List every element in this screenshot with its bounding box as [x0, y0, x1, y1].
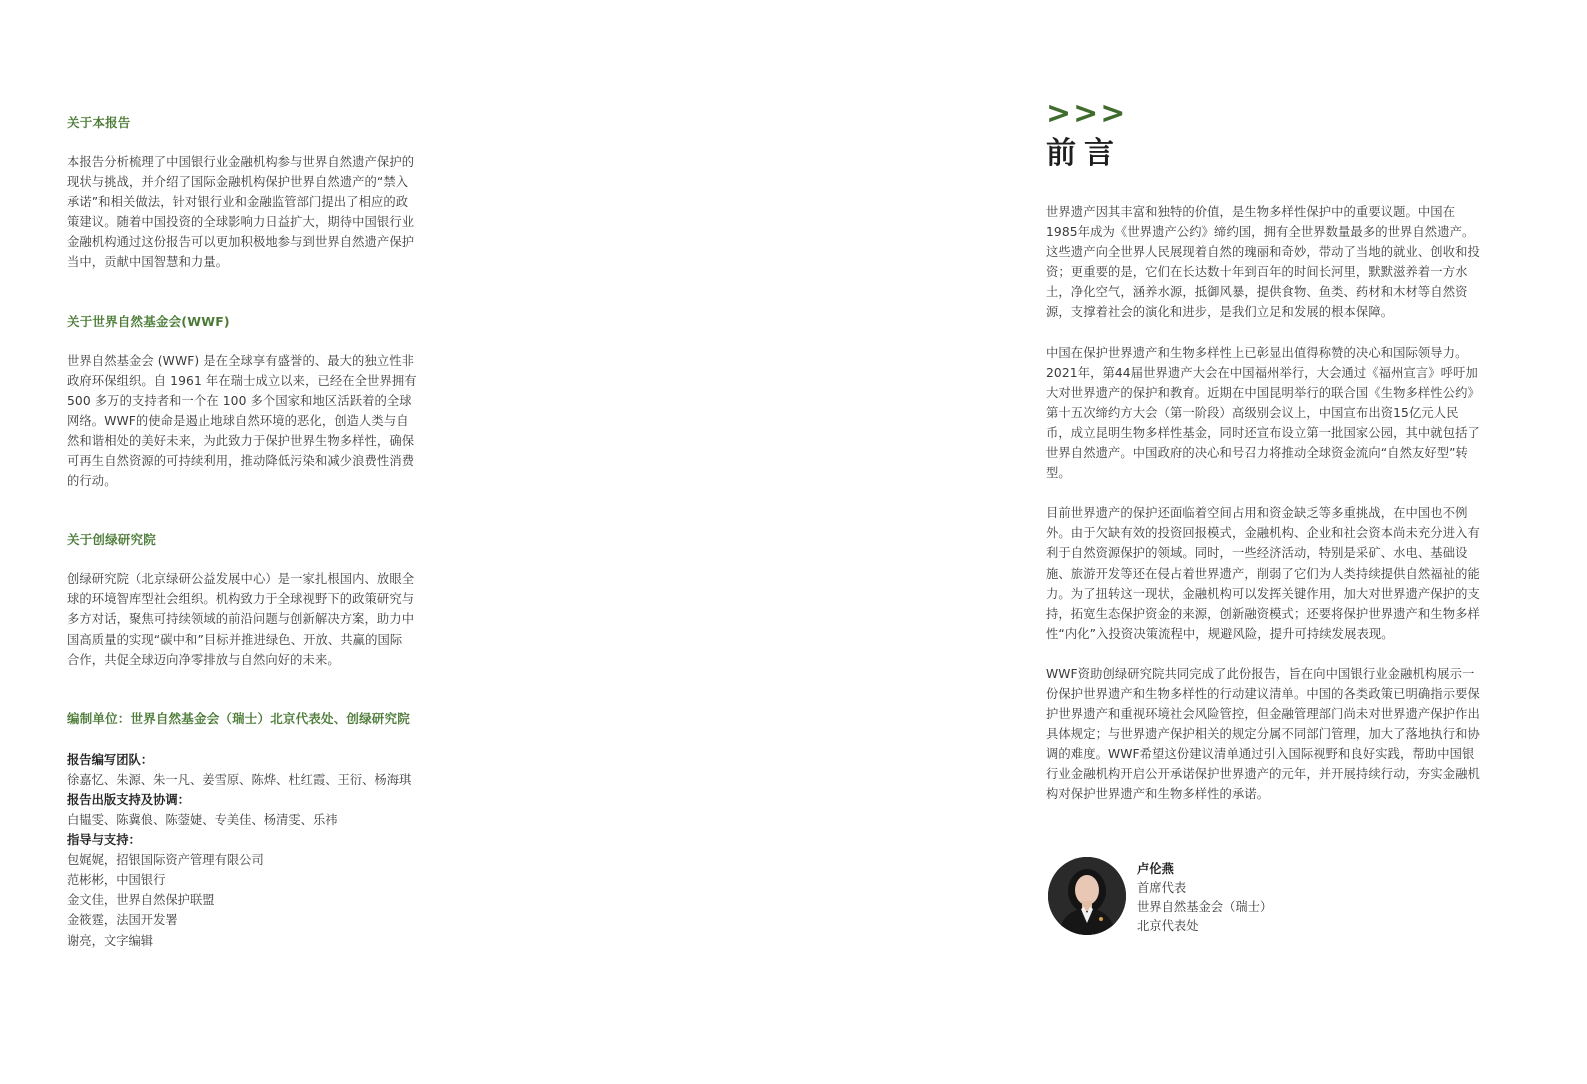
section-title-about-wwf: 关于世界自然基金会(WWF) [67, 313, 230, 329]
text-line: 的行动。 [67, 474, 117, 489]
text-line: 国高质量的实现“碳中和”目标并推进绿色、开放、共赢的国际 [67, 632, 403, 647]
foreword-paragraph-2 [1046, 343, 1502, 484]
text-line: 可再生自然资源的可持续利用，推动降低污染和减少浪费性消费 [67, 454, 415, 469]
section-body-about-wwf [67, 351, 437, 492]
text-line: 力。为了扭转这一现状，金融机构可以发挥关键作用，加大对世界遗产保护的支 [1046, 586, 1480, 601]
text-line: 1985年成为《世界遗产公约》缔约国，拥有全世界数量最多的世界自然遗产。 [1046, 225, 1475, 240]
section-title-about-report: 关于本报告 [67, 115, 131, 130]
credits-guide-person: 金筱霆，法国开发署 [67, 913, 178, 928]
text-line: 政府环保组织。自 1961 年在瑞士成立以来，已经在全世界拥有 [67, 373, 417, 388]
avatar [1048, 857, 1126, 935]
text-line: 大对世界遗产的保护和教育。近期在中国昆明举行的联合国《生物多样性公约》 [1046, 385, 1480, 400]
text-line: 金融机构通过这份报告可以更加积极地参与到世界自然遗产保护 [67, 235, 415, 250]
text-line: 合作，共促全球迈向净零排放与自然向好的未来。 [67, 652, 340, 667]
text-line: 多方对话，聚焦可持续领域的前沿问题与创新解决方案，助力中 [67, 612, 415, 627]
text-line: 本报告分析梳理了中国银行业金融机构参与世界自然遗产保护的 [67, 155, 415, 169]
signatory-name: 卢伦燕 [1137, 862, 1174, 876]
compiler-title: 编制单位：世界自然基金会（瑞士）北京代表处、创绿研究院 [67, 710, 410, 726]
text-line: 世界自然遗产。中国政府的决心和号召力将推动全球资金流向“自然友好型”转 [1046, 446, 1469, 461]
text-line: 世界遗产因其丰富和独特的价值，是生物多样性保护中的重要议题。中国在 [1046, 205, 1456, 219]
text-line: 护世界遗产和重视环境社会风险管控，但金融管理部门尚未对世界遗产保护作出 [1046, 707, 1480, 722]
foreword-paragraph-3 [1046, 503, 1502, 644]
text-line: 行业金融机构开启公开承诺保护世界遗产的元年，并开展持续行动，夯实金融机 [1046, 767, 1480, 782]
text-line: 资；更重要的是，它们在长达数十年到百年的时间长河里，默默滋养着一方水 [1046, 265, 1468, 280]
right-page [1046, 96, 1502, 805]
section-title-about-greenovation: 关于创绿研究院 [67, 532, 156, 548]
text-line: 2021年，第44届世界遗产大会在中国福州举行，大会通过《福州宣言》呼吁加 [1046, 365, 1478, 380]
credits-guide-label: 指导与支持： [67, 833, 141, 848]
text-line: 份保护世界遗产和生物多样性的行动建议清单。中国的各类政策已明确指示要保 [1046, 686, 1480, 701]
text-line: 世界自然基金会 (WWF) 是在全球享有盛誉的、最大的独立性非 [67, 353, 415, 368]
credits-guide-person: 金文佳，世界自然保护联盟 [67, 893, 215, 908]
text-line: 这些遗产向全世界人民展现着自然的瑰丽和奇妙，带动了当地的就业、创收和投 [1046, 245, 1480, 260]
text-line: 币，成立昆明生物多样性基金，同时还宣布设立第一批国家公园，其中就包括了 [1046, 425, 1480, 440]
text-line: 土，净化空气，涵养水源，抵御风暴，提供食物、鱼类、药材和木材等自然资 [1046, 285, 1468, 300]
credits-guide-person: 谢亮，文字编辑 [67, 933, 154, 948]
text-line: 利于自然资源保护的领域。同时，一些经济活动，特别是采矿、水电、基础设 [1046, 546, 1468, 561]
text-line: WWF资助创绿研究院共同完成了此份报告，旨在向中国银行业金融机构展示一 [1046, 666, 1475, 681]
text-line: 具体规定；与世界遗产保护相关的规定分属不同部门管理，加大了落地执行和协 [1046, 727, 1480, 742]
portrait-icon [1048, 857, 1126, 935]
text-line: 型。 [1046, 466, 1071, 481]
text-line: 然和谐相处的美好未来，为此致力于保护世界生物多样性，确保 [67, 433, 415, 448]
text-line: 创绿研究院（北京绿研公益发展中心）是一家扎根国内、放眼全 [67, 572, 415, 587]
section-body-about-greenovation [67, 569, 437, 669]
text-line: 调的难度。WWF希望这份建议清单通过引入国际视野和良好实践，帮助中国银 [1046, 747, 1475, 762]
signatory-org: 世界自然基金会（瑞士） [1137, 900, 1273, 914]
text-line: 承诺”和相关做法，针对银行业和金融监管部门提出了相应的政 [67, 195, 409, 210]
left-page [67, 112, 437, 951]
foreword-body [1046, 202, 1502, 805]
text-line: 性“内化”入投资决策流程中，规避风险，提升可持续发展表现。 [1046, 626, 1394, 641]
foreword-paragraph-1 [1046, 202, 1502, 323]
text-line: 500 多万的支持者和一个在 100 多个国家和地区活跃着的全球 [67, 393, 412, 408]
foreword-paragraph-4 [1046, 664, 1502, 805]
text-line: 源，支撑着社会的演化和进步，是我们立足和发展的根本保障。 [1046, 305, 1394, 320]
credits-guide-person: 包娓娓，招银国际资产管理有限公司 [67, 853, 264, 868]
credits-team-label: 报告编写团队： [67, 752, 154, 767]
text-line: 施、旅游开发等还在侵占着世界遗产，削弱了它们为人类持续提供自然福祉的能 [1046, 566, 1480, 581]
credits-block [67, 750, 437, 951]
text-line: 第十五次缔约方大会（第一阶段）高级别会议上，中国宣布出资15亿元人民 [1046, 405, 1459, 420]
text-line: 构对保护世界遗产和生物多样性的承诺。 [1046, 787, 1270, 802]
text-line: 策建议。随着中国投资的全球影响力日益扩大，期待中国银行业 [67, 215, 415, 230]
signatory-office: 北京代表处 [1137, 919, 1199, 933]
text-line: 网络。WWF的使命是遏止地球自然环境的恶化，创造人类与自 [67, 413, 409, 428]
signature-block [1048, 857, 1348, 937]
credits-publish-label: 报告出版支持及协调： [67, 792, 190, 807]
page-title: 前言 [1046, 136, 1122, 171]
text-line: 中国在保护世界遗产和生物多样性上已彰显出值得称赞的决心和国际领导力。 [1046, 345, 1468, 360]
chevrons-icon: >>> [1046, 96, 1128, 131]
text-line: 持，拓宽生态保护资金的来源，创新融资模式；还要将保护世界遗产和生物多样 [1046, 606, 1480, 621]
text-line: 现状与挑战，并介绍了国际金融机构保护世界自然遗产的“禁入 [67, 175, 409, 190]
text-line: 目前世界遗产的保护还面临着空间占用和资金缺乏等多重挑战，在中国也不例 [1046, 506, 1468, 521]
text-line: 球的环境智库型社会组织。机构致力于全球视野下的政策研究与 [67, 592, 415, 607]
text-line: 当中，贡献中国智慧和力量。 [67, 255, 229, 270]
credits-publish-members: 白韫雯、陈冀俍、陈蓥婕、专美佳、杨清雯、乐祎 [67, 812, 338, 827]
credits-team-members: 徐嘉忆、朱源、朱一凡、姜雪原、陈烨、杜红霞、王衍、杨海琪 [67, 772, 412, 787]
signatory-role: 首席代表 [1137, 881, 1187, 895]
credits-guide-person: 范彬彬，中国银行 [67, 873, 166, 888]
text-line: 外。由于欠缺有效的投资回报模式，金融机构、企业和社会资本尚未充分进入有 [1046, 526, 1480, 541]
section-body-about-report [67, 152, 437, 273]
